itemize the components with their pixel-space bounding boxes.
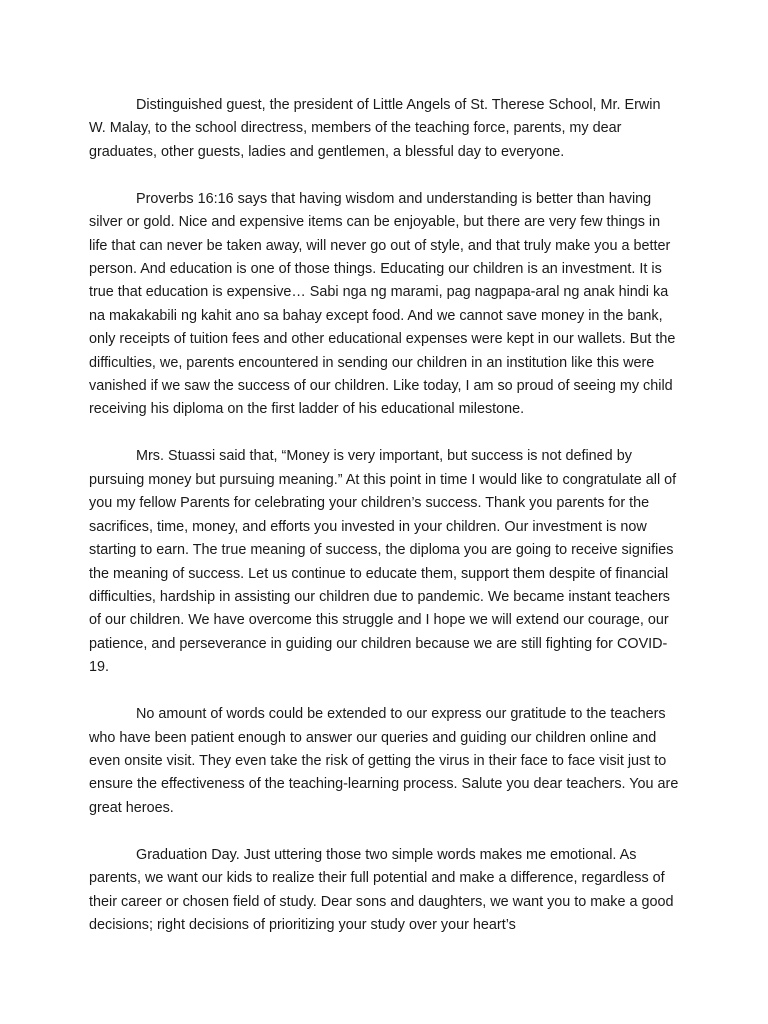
paragraph-proverbs: Proverbs 16:16 says that having wisdom and understanding is better than having silver or gold. Nice and expensive items can be enjoyable, but there are very few things in life that can never be taken away, will never go out of style, and that truly make you a better person. And education is one of those things. Educating our children is an investment. It is true that education is expensive… Sabi nga ng marami, pag nagpapa-aral ng anak hindi ka na makakabili ng kahit ano sa bahay except food. And we cannot save money in the bank, only receipts of tuition fees and other educational expenses were kept in our wallets. But the difficulties, we, parents encountered in sending our children in an institution like this were vanished if we saw the success of our children. Like today, I am so proud of seeing my child receiving his diploma on the first ladder of his educational milestone. <box>89 190 676 418</box>
paragraph-graduation-day: Graduation Day. Just uttering those two simple words makes me emotional. As parents, we want our kids to realize their full potential and make a difference, regardless of their career or chosen field of study. Dear sons and daughters, we want you to make a good decisions; right decisions of prioritizing your study over your heart’s <box>89 846 674 933</box>
paragraph-success: Mrs. Stuassi said that, “Money is very important, but success is not defined by pursuing money but pursuing meaning.” At this point in time I would like to congratulate all of you my fellow Parents for celebrating your children’s success. Thank you parents for the sacrifices, time, money, and efforts you invested in your children. Our investment is now starting to earn. The true meaning of success, the diploma you are going to receive signifies the meaning of success. Let us continue to educate them, support them despite of financial difficulties, hardship in assisting our children due to pandemic. We became instant teachers of our children. We have overcome this struggle and I hope we will extend our courage, our patience, and perseverance in guiding our children because we are still fighting for COVID-19. <box>89 448 677 676</box>
document-body <box>89 94 679 961</box>
paragraph-greeting: Distinguished guest, the president of Little Angels of St. Therese School, Mr. Erwin W. Malay, to the school directress, members of the teaching force, parents, my dear graduates, other guests, ladies and gentlemen, a blessful day to everyone. <box>89 97 661 160</box>
paragraph-teachers: No amount of words could be extended to our express our gratitude to the teachers who have been patient enough to answer our queries and guiding our children online and even onsite visit. They even take the risk of getting the virus in their face to face visit just to ensure the effectiveness of the teaching-learning process. Salute you dear teachers. You are great heroes. <box>89 706 679 816</box>
